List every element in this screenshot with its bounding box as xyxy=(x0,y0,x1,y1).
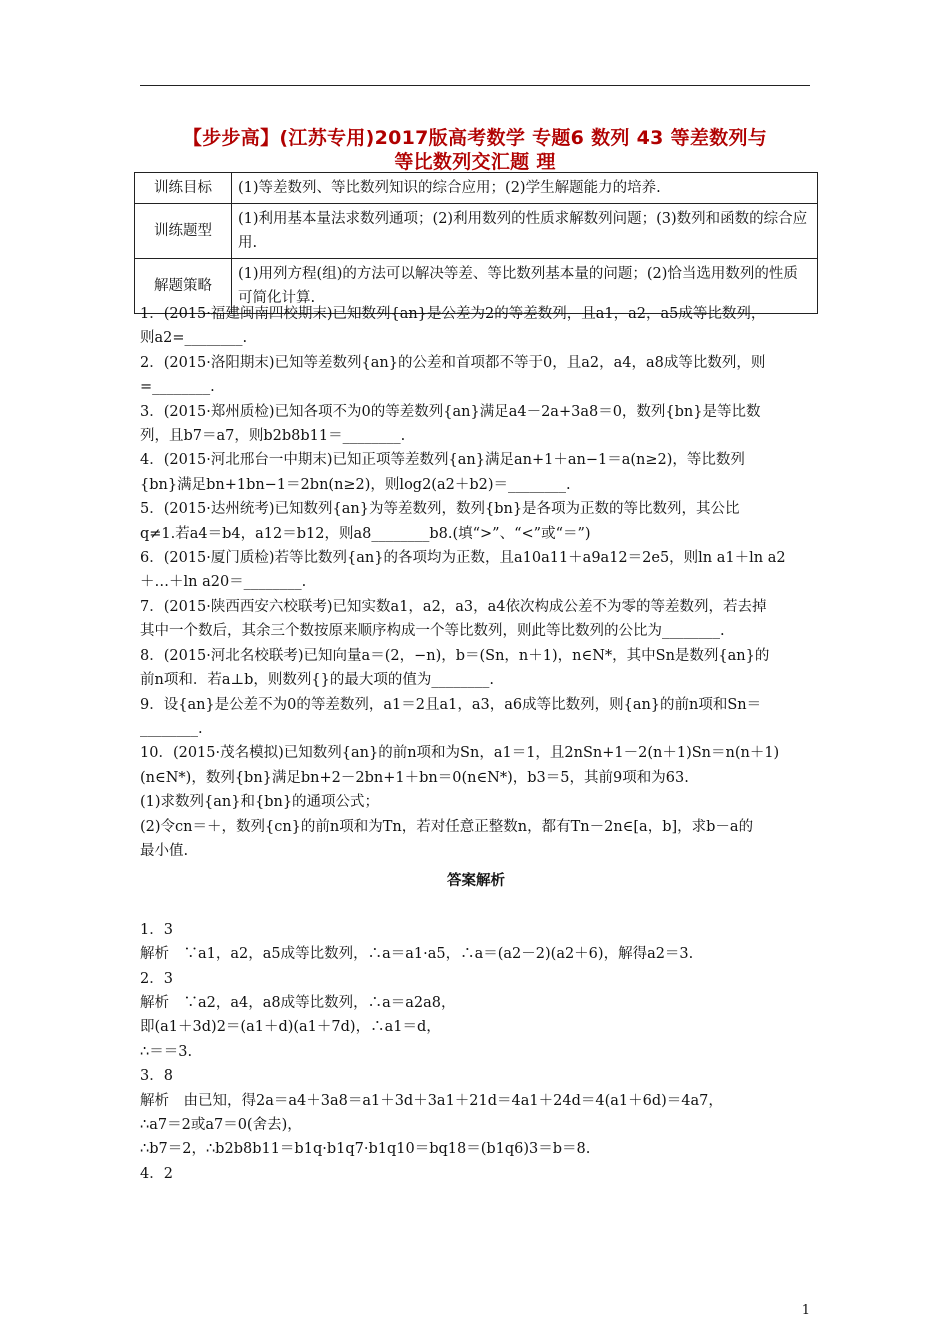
problem-line: q≠1.若a4＝b4，a12＝b12，则a8________b8.(填“>”、“<”或“＝”) xyxy=(140,525,591,542)
document-body xyxy=(140,302,812,1186)
problem-line: 4．(2015·河北邢台一中期末)已知正项等差数列{an}满足an+1＋an−1＝a(n≥2)，等比数列 xyxy=(140,452,745,469)
answer-line: 解析 ∵a2，a4，a8成等比数列，∴a＝a2a8， xyxy=(140,994,456,1011)
problem-line: =________. xyxy=(140,379,215,396)
table-row xyxy=(135,204,818,259)
table-key: 训练题型 xyxy=(135,204,232,259)
title-line-1: 【步步高】(江苏专用)2017版高考数学 专题6 数列 43 等差数列与 xyxy=(182,127,768,149)
problem-line: 前n项和．若a⊥b，则数列{}的最大项的值为________. xyxy=(140,672,494,689)
problem-line: 3．(2015·郑州质检)已知各项不为0的等差数列{an}满足a4－2a+3a8＝0，数列{bn}是等比数 xyxy=(140,403,761,420)
problem-line: 6．(2015·厦门质检)若等比数列{an}的各项均为正数，且a10a11＋a9a12＝2e5，则ln a1＋ln a2 xyxy=(140,550,786,567)
page-number: 1 xyxy=(801,1303,810,1318)
table-value: (1)用列方程(组)的方法可以解决等差、等比数列基本量的问题；(2)恰当选用数列的性质可简化计算. xyxy=(232,259,818,314)
header-rule xyxy=(140,85,810,86)
problem-line: (2)令cn＝＋，数列{cn}的前n项和为Tn，若对任意正整数n，都有Tn－2n∈[a，b]，求b－a的 xyxy=(140,818,754,835)
problem-line: 列，且b7＝a7，则b2b8b11＝________. xyxy=(140,428,406,445)
page-title xyxy=(120,126,830,174)
table-key: 解题策略 xyxy=(135,259,232,314)
problem-line: 8．(2015·河北名校联考)已知向量a＝(2，−n)，b＝(Sn，n＋1)，n∈N*，其中Sn是数列{an}的 xyxy=(140,647,770,664)
answer-line: ∴a7＝2或a7＝0(舍去)， xyxy=(140,1117,302,1133)
problem-line: ________. xyxy=(140,720,203,737)
table-value: (1)等差数列、等比数列知识的综合应用；(2)学生解题能力的培养. xyxy=(232,173,818,204)
answer-line: 解析 ∵a1，a2，a5成等比数列，∴a＝a1·a5，∴a＝(a2－2)(a2＋6)，解得a2＝3. xyxy=(140,946,694,963)
problem-line: 10．(2015·茂名模拟)已知数列{an}的前n项和为Sn，a1＝1，且2nSn+1－2(n＋1)Sn＝n(n＋1) xyxy=(140,745,780,762)
table-value: (1)利用基本量法求数列通项；(2)利用数列的性质求解数列问题；(3)数列和函数的综合应用. xyxy=(232,204,818,259)
answer-line: ∴＝＝3. xyxy=(140,1043,193,1060)
table-key: 训练目标 xyxy=(135,173,232,204)
answer-line: 解析 由已知，得2a＝a4＋3a8＝a1＋3d＋3a1＋21d＝4a1＋24d＝4(a1＋6d)＝4a7， xyxy=(140,1092,723,1109)
training-goals-table xyxy=(134,172,818,314)
problem-line: 1．(2015·福建闽南四校期末)已知数列{an}是公差为2的等差数列，且a1，a2，a5成等比数列， xyxy=(140,306,766,322)
answer-line: 1．3 xyxy=(140,921,173,938)
problem-line: 最小值. xyxy=(140,842,189,859)
problem-line: 9．设{an}是公差不为0的等差数列，a1＝2且a1，a3，a6成等比数列，则{an}的前n项和Sn＝ xyxy=(140,696,762,713)
problem-line: 其中一个数后，其余三个数按原来顺序构成一个等比数列，则此等比数列的公比为________. xyxy=(140,623,725,640)
answer-line: 2．3 xyxy=(140,970,173,987)
problem-line: 则a2=________. xyxy=(140,330,248,347)
problem-line: 2．(2015·洛阳期末)已知等差数列{an}的公差和首项都不等于0，且a2，a4，a8成等比数列，则 xyxy=(140,354,766,371)
answer-line: 即(a1＋3d)2＝(a1＋d)(a1＋7d)，∴a1＝d， xyxy=(140,1019,441,1036)
answer-heading: 答案解析 xyxy=(447,873,505,890)
problem-line: 7．(2015·陕西西安六校联考)已知实数a1，a2，a3，a4依次构成公差不为零的等差数列，若去掉 xyxy=(140,598,767,615)
answer-line: ∴b7＝2，∴b2b8b11＝b1q·b1q7·b1q10＝bq18＝(b1q6)3＝b＝8. xyxy=(140,1141,591,1158)
problem-line: 5．(2015·达州统考)已知数列{an}为等差数列，数列{bn}是各项为正数的等比数列，其公比 xyxy=(140,501,740,518)
problem-line: (1)求数列{an}和{bn}的通项公式； xyxy=(140,794,380,811)
title-line-2: 等比数列交汇题 理 xyxy=(394,151,556,173)
answer-line: 3．8 xyxy=(140,1068,173,1085)
problem-line: (n∈N*)，数列{bn}满足bn+2－2bn+1＋bn＝0(n∈N*)，b3＝5，其前9项和为63. xyxy=(140,769,689,786)
problem-line: ＋…＋ln a20＝________. xyxy=(140,574,307,591)
answer-line: 4．2 xyxy=(140,1165,173,1182)
table-row xyxy=(135,173,818,204)
problem-line: {bn}满足bn+1bn−1＝2bn(n≥2)，则log2(a2＋b2)＝________. xyxy=(140,476,571,493)
